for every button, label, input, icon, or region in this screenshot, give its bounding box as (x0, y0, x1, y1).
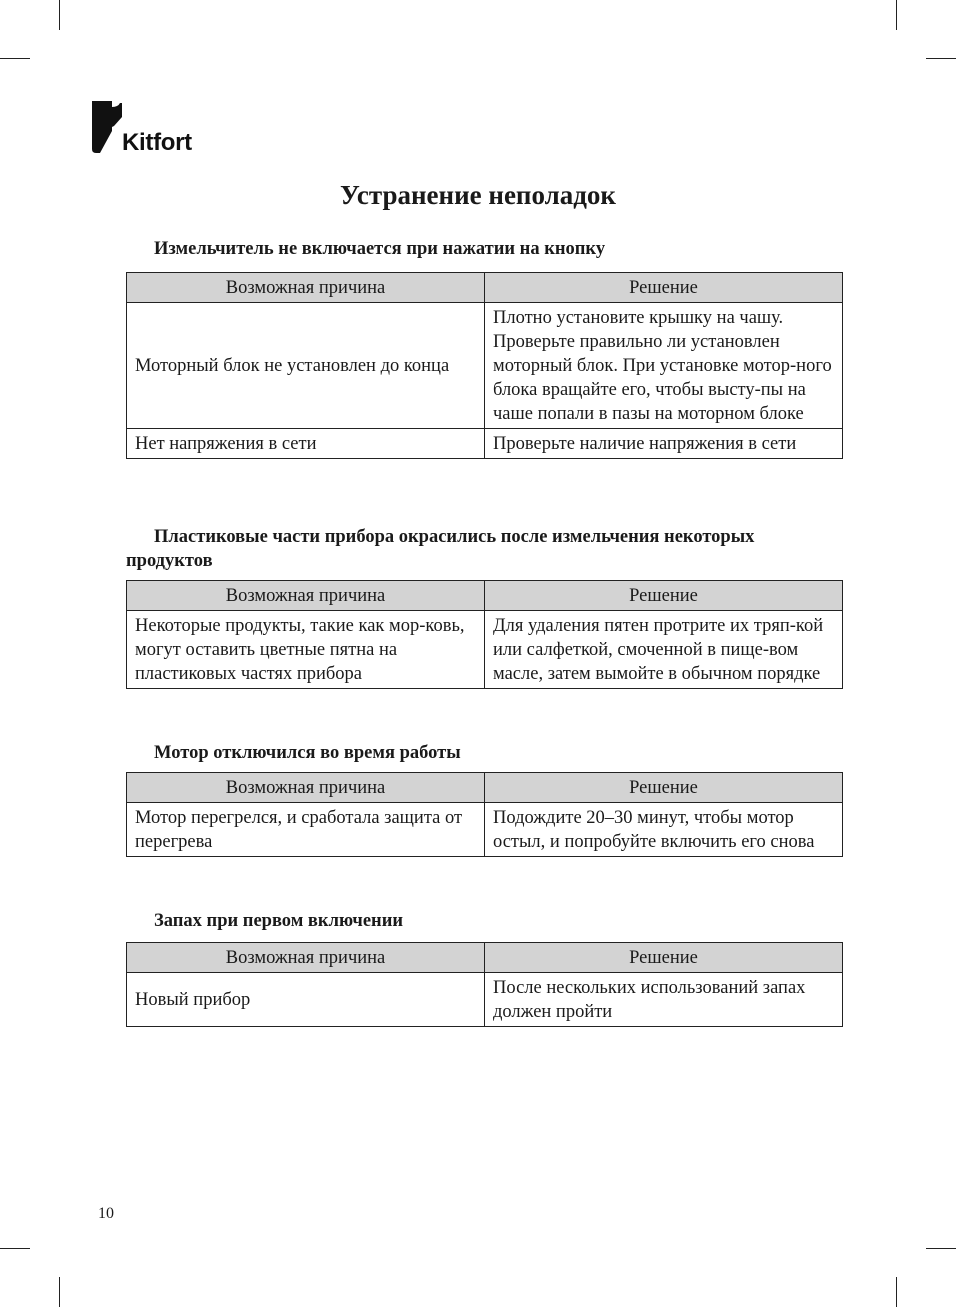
table-row (127, 803, 843, 857)
table-row (127, 973, 843, 1027)
section-heading: Измельчитель не включается при нажатии на кнопку (154, 239, 606, 259)
section-heading: Пластиковые части прибора окрасились после измельчения некоторых продуктов (126, 527, 755, 571)
table-header-row (127, 581, 843, 611)
troubleshooting-table (126, 272, 843, 459)
table-header-row (127, 943, 843, 973)
table-row (127, 429, 843, 459)
crop-mark (896, 0, 897, 30)
troubleshooting-table (126, 580, 843, 689)
section-heading: Мотор отключился во время работы (154, 743, 461, 763)
crop-mark (0, 1248, 30, 1249)
brand-name: Kitfort (122, 129, 192, 156)
crop-mark (59, 1277, 60, 1307)
table-header-row (127, 773, 843, 803)
solution-cell: Для удаления пятен протрите их тряп-кой или салфеткой, смоченной в пище-вом масле, затем вымойте в обычном порядке (485, 611, 843, 689)
page-title: Устранение неполадок (340, 180, 616, 210)
cause-cell: Моторный блок не установлен до конца (127, 303, 485, 429)
troubleshooting-table (126, 942, 843, 1027)
table-row (127, 303, 843, 429)
table-header-row (127, 273, 843, 303)
column-header-cause: Возможная причина (127, 581, 485, 611)
column-header-solution: Решение (485, 943, 843, 973)
cause-cell: Некоторые продукты, такие как мор-ковь, могут оставить цветные пятна на пластиковых частях прибора (127, 611, 485, 689)
crop-mark (926, 1248, 956, 1249)
table-row (127, 611, 843, 689)
column-header-cause: Возможная причина (127, 773, 485, 803)
brand-logo (92, 101, 212, 155)
crop-mark (0, 58, 30, 59)
page-number: 10 (98, 1205, 114, 1222)
solution-cell: После нескольких использований запах должен пройти (485, 973, 843, 1027)
crop-mark (926, 58, 956, 59)
crop-mark (896, 1277, 897, 1307)
column-header-cause: Возможная причина (127, 943, 485, 973)
cause-cell: Нет напряжения в сети (127, 429, 485, 459)
solution-cell: Плотно установите крышку на чашу. Проверьте правильно ли установлен моторный блок. При установке мотор-ного блока вращайте его, чтобы высту-пы на чаше попали в пазы на моторном блоке (485, 303, 843, 429)
solution-cell: Подождите 20–30 минут, чтобы мотор остыл, и попробуйте включить его снова (485, 803, 843, 857)
solution-cell: Проверьте наличие напряжения в сети (485, 429, 843, 459)
cause-cell: Новый прибор (127, 973, 485, 1027)
column-header-solution: Решение (485, 273, 843, 303)
troubleshooting-table (126, 772, 843, 857)
cause-cell: Мотор перегрелся, и сработала защита от перегрева (127, 803, 485, 857)
section-heading: Запах при первом включении (154, 911, 404, 931)
column-header-solution: Решение (485, 773, 843, 803)
column-header-cause: Возможная причина (127, 273, 485, 303)
column-header-solution: Решение (485, 581, 843, 611)
crop-mark (59, 0, 60, 30)
